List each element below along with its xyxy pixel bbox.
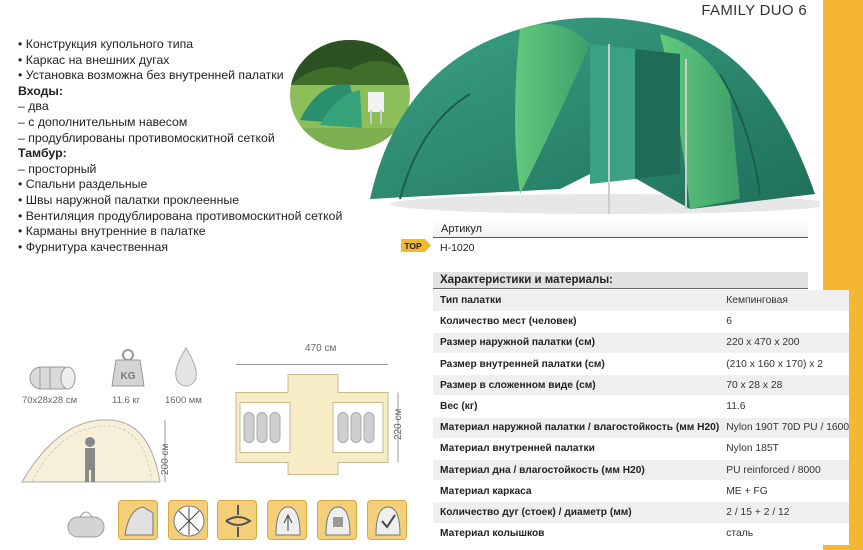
spec-key: Размер внутренней палатки (см) [433,354,719,375]
spec-row [433,311,849,332]
height-label: 200 см [160,443,171,475]
feature-item: • Спальни раздельные [18,177,148,192]
feature-item: • Конструкция купольного типа [18,37,194,51]
article-value: H-1020 [440,242,475,254]
waterproof-caption: 1600 мм [165,395,202,406]
spec-key: Вес (кг) [433,396,719,417]
plan-width-label: 220 см [393,408,404,440]
spec-key: Размер наружной палатки (см) [433,332,719,353]
feature-item: – с дополнительным навесом [18,114,188,129]
spec-key: Материал внутренней палатки [433,438,719,459]
spec-row [433,481,849,502]
quality-fittings-icon [367,500,407,540]
feature-item: – два [18,99,49,114]
packed-bag-icon [24,364,80,392]
model-title: FAMILY DUO 6 [701,2,807,19]
top-badge-icon [401,239,431,252]
spec-value: PU reinforced / 8000 [719,460,849,481]
top-badge-text: TOP [404,241,422,251]
plan-length-label: 470 см [305,343,337,354]
carry-bag-icon [66,505,106,541]
feature-list [18,37,342,255]
feature-item: • Швы наружной палатки проклеенные [18,192,240,207]
spec-key: Количество мест (человек) [433,311,719,332]
tent-height-diagram [20,412,170,487]
feature-item: • Вентиляция продублирована противомоскитной сеткой [18,208,343,223]
weight-icon [110,348,146,388]
floor-plan-diagram [228,355,418,485]
weight-caption: 11.6 кг [112,395,141,406]
weight-badge-text: KG [120,371,136,382]
feature-item: • Карманы внутренние в палатке [18,224,206,239]
awning-icon [118,500,158,540]
spec-row [433,438,849,459]
spec-row [433,417,849,438]
spec-value: 70 x 28 x 28 [719,375,849,396]
feature-section-heading: Входы: [18,83,64,98]
spec-key: Материал каркаса [433,481,719,502]
spec-value: ME + FG [719,481,849,502]
spec-value: Nylon 190T 70D PU / 1600 [719,417,849,438]
spec-key: Тип палатки [433,290,719,311]
spec-table [433,290,849,545]
spec-value: (210 x 160 x 170) x 2 [719,354,849,375]
spec-row [433,523,849,544]
article-header: Артикул [433,219,808,238]
feature-item: • Каркас на внешних дугах [18,52,170,67]
spec-row [433,290,849,311]
spec-key: Количество дуг (стоек) / диаметр (мм) [433,502,719,523]
spec-value: 6 [719,311,849,332]
spec-key: Размер в сложенном виде (см) [433,375,719,396]
spec-key: Материал колышков [433,523,719,544]
spec-value: 11.6 [719,396,849,417]
spec-value: сталь [719,523,849,544]
tent-illustration [360,4,820,214]
feature-item: • Фурнитура качественная [18,239,169,254]
feature-section-heading: Тамбур: [18,146,67,161]
spec-row [433,375,849,396]
spec-value: 2 / 15 + 2 / 12 [719,502,849,523]
feature-item: – просторный [18,161,97,176]
packed-size-caption: 70x28x28 см [22,395,78,406]
spec-value: Nylon 185T [719,438,849,459]
feature-item: – продублированы противомоскитной сеткой [18,130,275,145]
spec-value: Кемпинговая [719,290,849,311]
spec-key: Материал дна / влагостойкость (мм H20) [433,460,719,481]
spec-row [433,396,849,417]
water-drop-icon [172,346,200,390]
spec-row [433,502,849,523]
inner-pocket-icon [317,500,357,540]
mosquito-net-icon [168,500,208,540]
spec-heading: Характеристики и материалы: [433,272,808,289]
spec-row [433,354,849,375]
feature-item: • Установка возможна без внутренней палатки [18,68,284,83]
taped-seams-icon [217,500,257,540]
ventilation-icon [267,500,307,540]
spec-value: 220 x 470 x 200 [719,332,849,353]
spec-key: Материал наружной палатки / влагостойкость (мм H20) [433,417,719,438]
spec-row [433,460,849,481]
spec-row [433,332,849,353]
